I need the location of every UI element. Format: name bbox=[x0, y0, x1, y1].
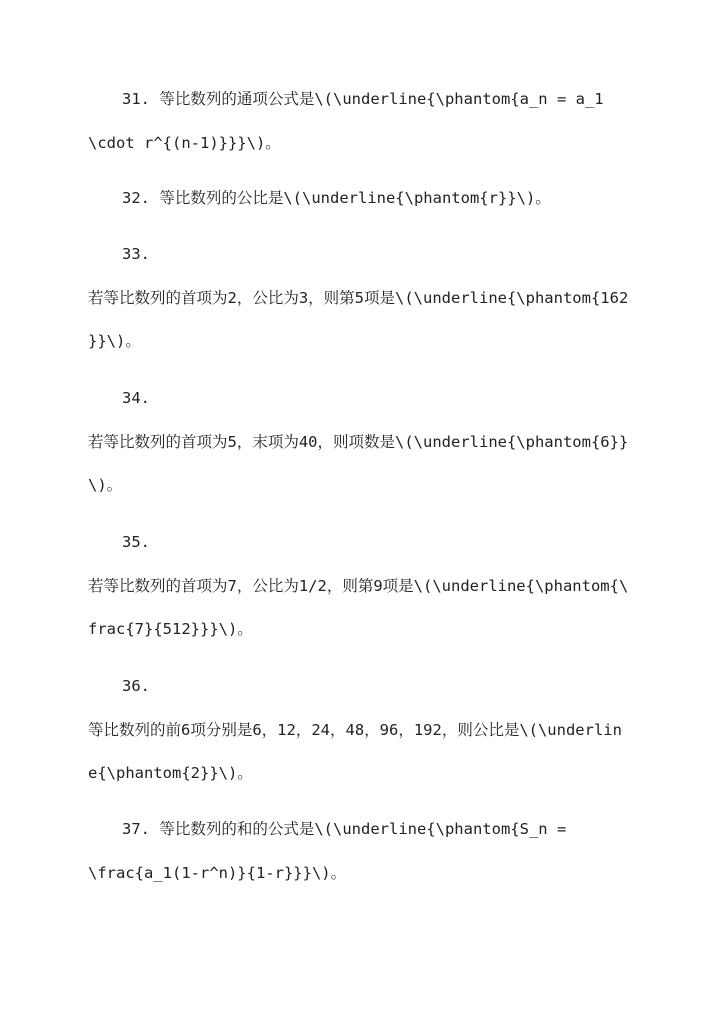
q34-line-2: \)。 bbox=[88, 476, 123, 494]
q35-line-1: 若等比数列的首项为7，公比为1/2，则第9项是\(\underline{\phantom{\ bbox=[88, 577, 629, 595]
q36-number: 36. bbox=[122, 677, 150, 695]
q33-line-1: 若等比数列的首项为2，公比为3，则第5项是\(\underline{\phantom{162 bbox=[88, 289, 629, 307]
q36-line-2: e{\phantom{2}}\)。 bbox=[88, 764, 253, 782]
q35-line-2: frac{7}{512}}}\)。 bbox=[88, 620, 253, 638]
q33-line-2: }}\)。 bbox=[88, 332, 141, 350]
q36-line-1: 等比数列的前6项分别是6，12，24，48，96，192，则公比是\(\underlin bbox=[88, 721, 622, 739]
q34-number: 34. bbox=[122, 389, 150, 407]
q34-line-1: 若等比数列的首项为5，末项为40，则项数是\(\underline{\phantom{6}} bbox=[88, 433, 629, 451]
q32-line-1: 32. 等比数列的公比是\(\underline{\phantom{r}}\)。 bbox=[122, 189, 551, 207]
q35-number: 35. bbox=[122, 533, 150, 551]
q37-line-2: \frac{a_1(1-r^n)}{1-r}}}\)。 bbox=[88, 864, 347, 882]
q33-number: 33. bbox=[122, 245, 150, 263]
q37-line-1: 37. 等比数列的和的公式是\(\underline{\phantom{S_n = bbox=[122, 820, 567, 838]
q31-line-2: \cdot r^{(n-1)}}}\)。 bbox=[88, 134, 281, 152]
q31-line-1: 31. 等比数列的通项公式是\(\underline{\phantom{a_n = a_1 bbox=[122, 90, 604, 108]
